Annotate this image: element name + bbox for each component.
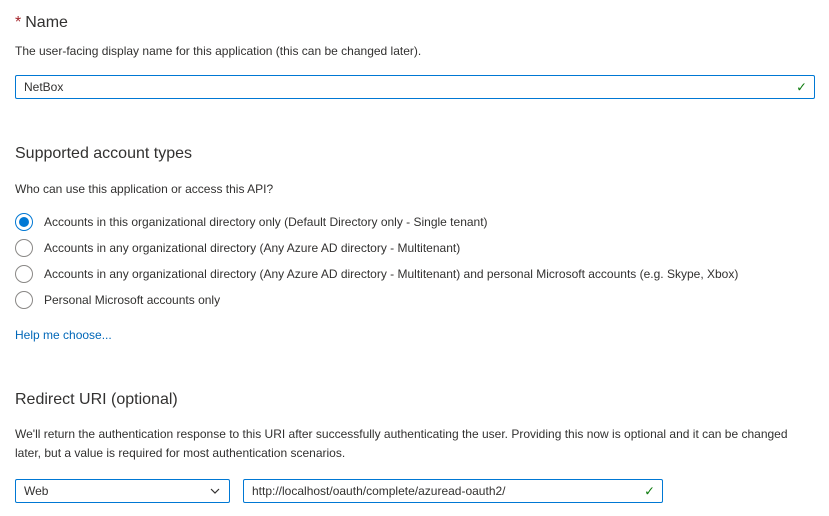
redirect-uri-row [15,479,815,503]
redirect-uri-heading: Redirect URI (optional) [15,391,178,408]
account-types-heading: Supported account types [15,145,193,162]
radio-button-icon [15,239,33,257]
name-section [15,12,815,99]
name-heading [15,12,815,33]
platform-select[interactable] [15,479,230,503]
radio-option-label: Accounts in any organizational directory (Any Azure AD directory - Multitenant) [44,241,461,255]
radio-option-single-tenant[interactable] [15,209,815,235]
radio-button-icon [15,265,33,283]
help-me-choose-link[interactable]: Help me choose... [15,328,112,342]
valid-check-icon: ✓ [796,79,807,95]
radio-option-label: Personal Microsoft accounts only [44,293,221,307]
redirect-uri-section [15,389,815,503]
redirect-uri-input-wrap [243,479,663,503]
name-input-wrap [15,75,815,99]
chevron-down-icon [209,485,221,497]
account-types-question: Who can use this application or access this API? [15,182,274,196]
platform-select-value: Web [24,484,49,498]
name-input[interactable] [15,75,815,99]
name-heading-label: Name [25,14,68,31]
radio-option-personal-only[interactable] [15,287,815,313]
valid-check-icon: ✓ [644,483,655,499]
radio-button-icon [15,213,33,231]
radio-option-label: Accounts in this organizational directory only (Default Directory only - Single tenant) [44,215,488,229]
account-types-radio-group [15,209,815,313]
radio-option-multitenant-personal[interactable] [15,261,815,287]
required-asterisk: * [15,14,22,31]
name-description: The user-facing display name for this application (this can be changed later). [15,44,422,58]
radio-option-multitenant[interactable] [15,235,815,261]
redirect-uri-description: We'll return the authentication response to this URI after successfully authenticating the user. Providing this now is optional and it can be changed later, but a value is required for most authentication scenarios. [15,427,788,460]
radio-button-icon [15,291,33,309]
radio-option-label: Accounts in any organizational directory (Any Azure AD directory - Multitenant) and personal Microsoft accounts (e.g. Skype, Xbox) [44,267,739,281]
redirect-uri-input[interactable] [243,479,663,503]
account-types-section [15,143,815,344]
